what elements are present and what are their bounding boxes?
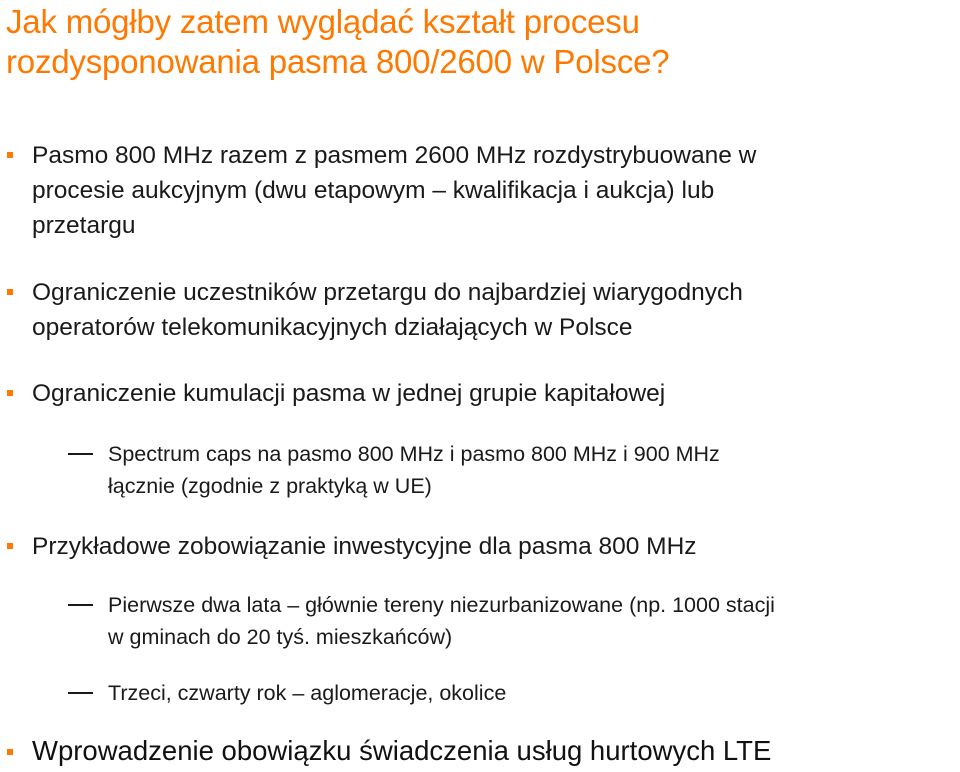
subbullet-text-line: Trzeci, czwarty rok – aglomeracje, okolice [108, 681, 507, 705]
subbullet-text-line: łącznie (zgodnie z praktyką w UE) [108, 474, 432, 498]
bullet-text-line: procesie aukcyjnym (dwu etapowym – kwalifikacja i aukcja) lub [32, 177, 715, 204]
bullet-auction-process [32, 138, 952, 243]
bullet-marker-icon [7, 152, 13, 158]
bullet-spectrum-accumulation [32, 376, 952, 411]
subbullet-third-fourth-year [108, 677, 958, 709]
bullet-text-line: operatorów telekomunikacyjnych działających w Polsce [32, 314, 633, 341]
subbullet-first-two-years [108, 589, 958, 653]
subbullet-text-line: w gminach do 20 tyś. mieszkańców) [108, 625, 453, 649]
bullet-wholesale-lte [32, 733, 952, 769]
dash-marker-icon [68, 604, 93, 606]
bullet-text-line: przetargu [32, 212, 136, 239]
bullet-marker-icon [7, 390, 13, 396]
dash-marker-icon [68, 692, 93, 694]
bullet-marker-icon [7, 749, 13, 755]
bullet-text-line: Ograniczenie kumulacji pasma w jednej grupie kapitałowej [32, 380, 666, 407]
subbullet-text-line: Pierwsze dwa lata – głównie tereny niezurbanizowane (np. 1000 stacji [108, 593, 775, 617]
bullet-participant-limits [32, 275, 952, 345]
dash-marker-icon [68, 453, 93, 455]
bullet-text-line: Ograniczenie uczestników przetargu do najbardziej wiarygodnych [32, 279, 743, 306]
slide-title [6, 2, 946, 82]
slide-title-line-1: Jak mógłby zatem wyglądać kształt procesu [6, 3, 640, 40]
bullet-text-line: Przykładowe zobowiązanie inwestycyjne dla pasma 800 MHz [32, 533, 697, 560]
subbullet-spectrum-caps [108, 438, 958, 502]
bullet-text-line: Pasmo 800 MHz razem z pasmem 2600 MHz rozdystrybuowane w [32, 142, 757, 169]
bullet-text-line: Wprowadzenie obowiązku świadczenia usług hurtowych LTE [32, 735, 772, 766]
bullet-marker-icon [7, 543, 13, 549]
subbullet-text-line: Spectrum caps na pasmo 800 MHz i pasmo 800 MHz i 900 MHz [108, 442, 720, 466]
bullet-marker-icon [7, 289, 13, 295]
slide-title-line-2: rozdysponowania pasma 800/2600 w Polsce? [6, 43, 670, 80]
bullet-investment-obligation [32, 529, 952, 564]
